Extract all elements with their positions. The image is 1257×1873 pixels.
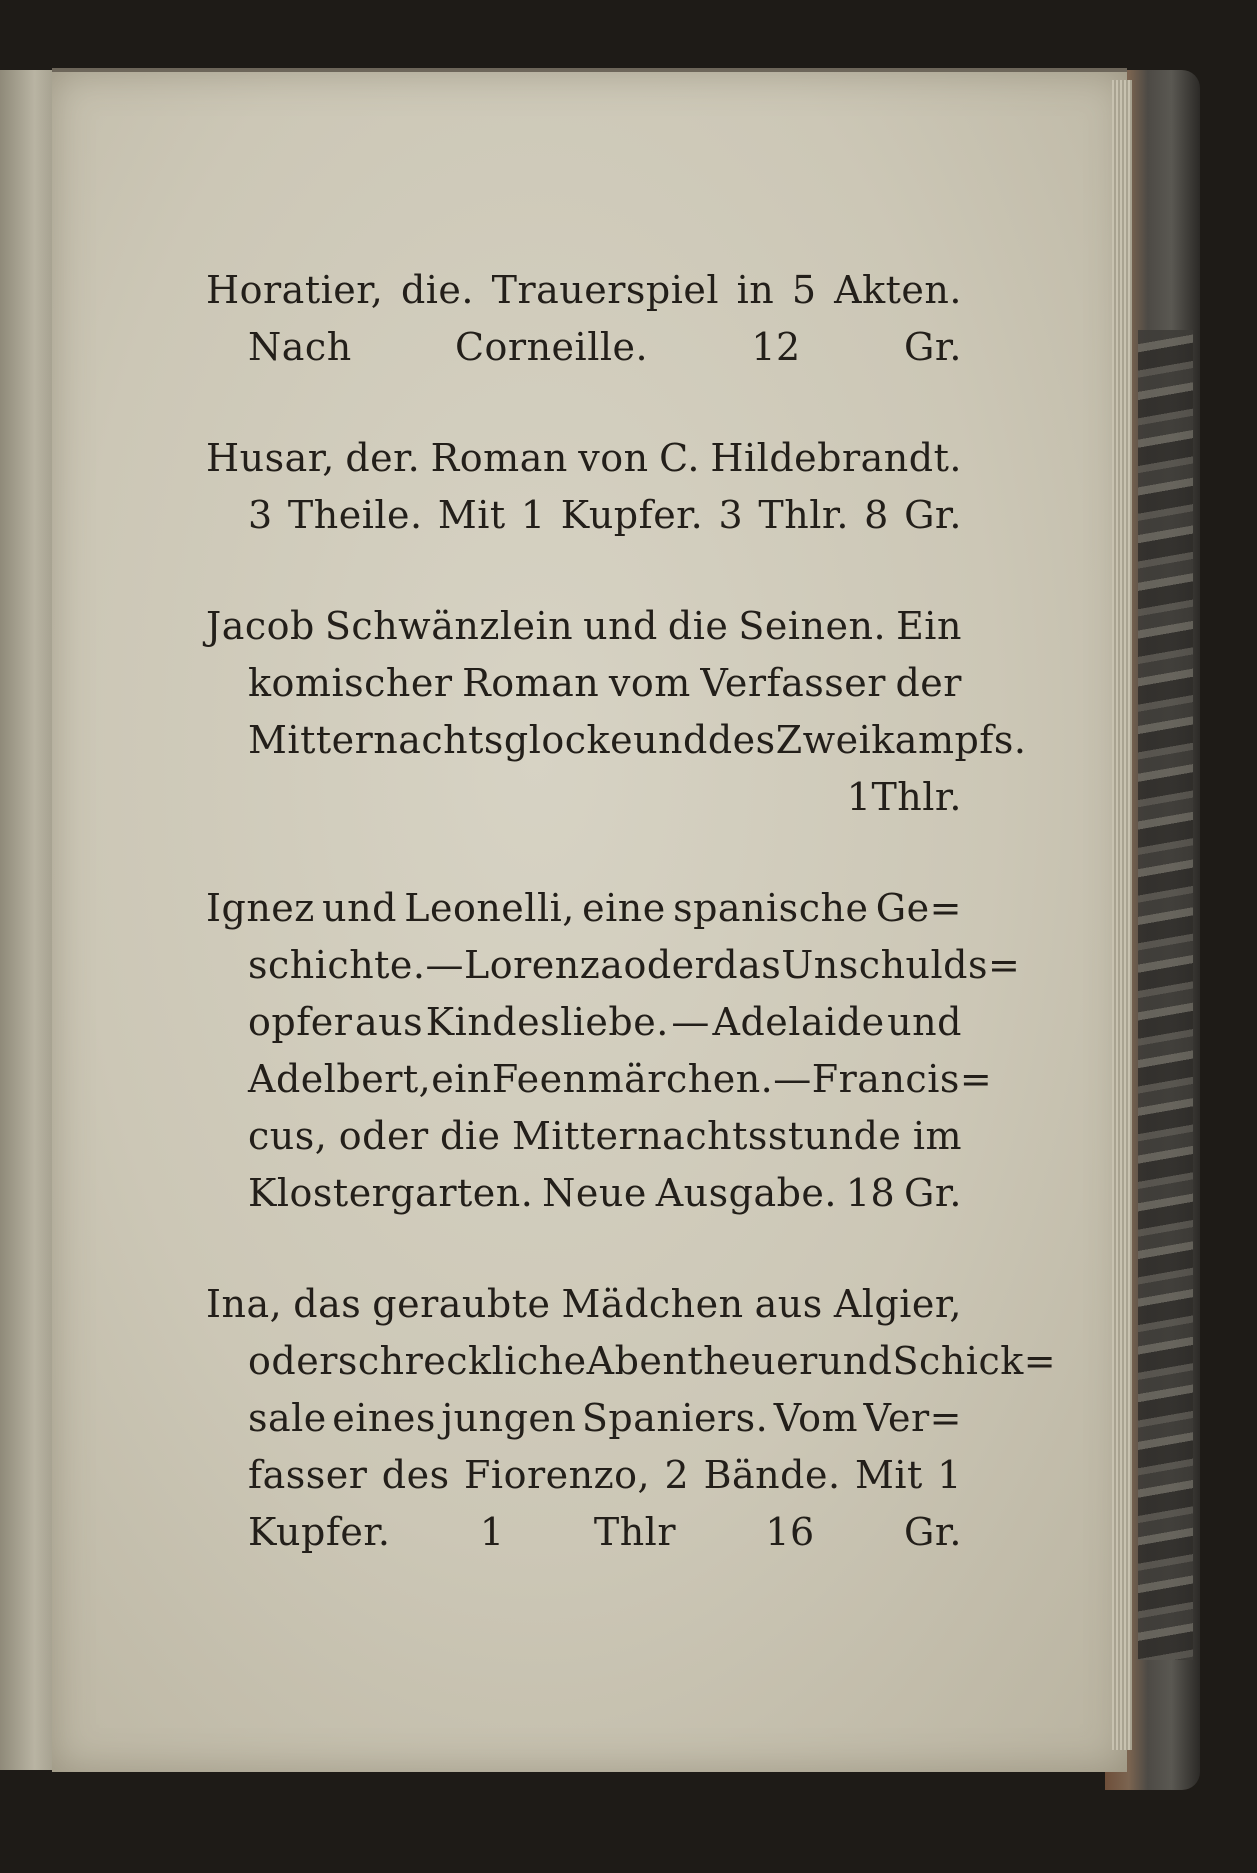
entry-word: Bände.	[703, 1453, 841, 1497]
entry-word: oder	[623, 943, 714, 987]
entry-word: 1	[846, 775, 872, 819]
entry-word: fasser	[248, 1453, 368, 1497]
entry-word: Roman	[462, 661, 600, 705]
entry-word: Akten.	[834, 268, 962, 312]
entry-word: in	[736, 268, 775, 312]
catalog-entry	[206, 262, 962, 376]
entry-word: die	[440, 1114, 501, 1158]
entry-word: Leonelli,	[404, 886, 575, 930]
entry-word: Kindesliebe.	[425, 1000, 669, 1044]
catalog-entry	[206, 430, 962, 544]
entry-word: aus	[355, 1000, 424, 1044]
entry-line	[206, 880, 962, 937]
page-stack-edge	[1112, 80, 1132, 1750]
entry-word: Theile.	[287, 493, 423, 537]
entry-line	[206, 487, 962, 544]
entry-line	[206, 1051, 993, 1108]
entry-line	[206, 262, 962, 319]
entry-word: Gr.	[904, 493, 962, 537]
entry-word: Verfasser	[700, 661, 886, 705]
entry-word: schreckliche	[337, 1339, 587, 1383]
entry-word: jungen	[441, 1396, 577, 1440]
entry-word: Jacob	[206, 604, 315, 648]
entry-word: —	[671, 1000, 710, 1044]
entry-word: Adelbert,	[248, 1057, 432, 1101]
entry-word: eines	[332, 1396, 436, 1440]
entry-word: und	[322, 886, 397, 930]
entry-word: eine	[582, 886, 666, 930]
entry-word: und	[817, 1339, 893, 1383]
catalog-entry	[206, 1276, 1057, 1561]
catalog-entry	[206, 598, 1027, 826]
entry-line	[206, 430, 962, 487]
entry-word: opfer	[248, 1000, 353, 1044]
entry-word: Ausgabe.	[655, 1171, 837, 1215]
entry-word: Hildebrandt.	[710, 436, 962, 480]
entry-word: Vom	[773, 1396, 859, 1440]
entry-word: 5	[791, 268, 817, 312]
entry-word: aus	[754, 1282, 823, 1326]
entry-word: 8	[864, 493, 889, 537]
entry-word: spanische	[673, 886, 869, 930]
entry-word: 2	[664, 1453, 690, 1497]
entry-word: Mitternachtsstunde	[511, 1114, 902, 1158]
entry-word: Zweikampfs.	[775, 718, 1027, 762]
entry-word: Ver=	[863, 1396, 962, 1440]
entry-word: Husar,	[206, 436, 335, 480]
entry-word: Horatier,	[206, 268, 384, 312]
entry-word: Thlr.	[871, 775, 962, 819]
entry-word: Schick=	[892, 1339, 1057, 1383]
entry-word: von	[578, 436, 649, 480]
entry-word: Gr.	[904, 1510, 962, 1554]
entry-line	[206, 1333, 1057, 1390]
entry-word: 1	[937, 1453, 962, 1497]
entry-word: Ge=	[875, 886, 962, 930]
entry-word: Mit	[854, 1453, 923, 1497]
entry-word: Trauerspiel	[491, 268, 720, 312]
entry-word: sale	[248, 1396, 327, 1440]
entry-word: Spaniers.	[581, 1396, 769, 1440]
entry-word: Roman	[430, 436, 568, 480]
entry-word: C.	[659, 436, 700, 480]
entry-word: 1	[520, 493, 546, 537]
entry-word: 1	[479, 1510, 505, 1554]
entry-word: der	[895, 661, 962, 705]
entry-word: ein	[431, 1057, 492, 1101]
entry-word: im	[912, 1114, 962, 1158]
entry-word: 3	[718, 493, 744, 537]
entry-word: des	[707, 718, 776, 762]
entry-line	[206, 1390, 962, 1447]
entry-word: 3	[248, 493, 273, 537]
catalog-entry	[206, 880, 1021, 1222]
entry-word: 16	[765, 1510, 815, 1554]
entry-word: Kupfer.	[248, 1510, 391, 1554]
entry-word: und	[583, 604, 658, 648]
entry-word: Mit	[437, 493, 506, 537]
entry-word: Unschulds=	[781, 943, 1021, 987]
entry-word: Thlr.	[758, 493, 849, 537]
entry-word: 18	[845, 1171, 896, 1215]
entry-word: Abentheuer	[586, 1339, 818, 1383]
entry-line	[206, 1447, 962, 1504]
entry-line	[206, 769, 962, 826]
catalog-entries	[206, 262, 1057, 1615]
entry-word: schichte.	[248, 943, 426, 987]
left-page-edge	[0, 70, 58, 1770]
entry-word: die.	[400, 268, 474, 312]
entry-word: Feenmärchen.	[491, 1057, 774, 1101]
entry-word: des	[381, 1453, 450, 1497]
entry-word: Algier,	[833, 1282, 962, 1326]
entry-line	[206, 598, 962, 655]
entry-word: Corneille.	[454, 325, 649, 369]
entry-word: Ein	[896, 604, 962, 648]
entry-word: oder	[338, 1114, 429, 1158]
entry-word: cus,	[248, 1114, 328, 1158]
entry-word: Gr.	[904, 325, 962, 369]
entry-word: das	[293, 1282, 362, 1326]
entry-word: Thlr	[593, 1510, 676, 1554]
entry-word: Ignez	[206, 886, 315, 930]
marbled-cover	[1138, 330, 1193, 1660]
entry-line	[206, 319, 962, 376]
entry-word: Mädchen	[561, 1282, 744, 1326]
entry-word: die	[667, 604, 729, 648]
entry-word: geraubte	[372, 1282, 551, 1326]
entry-word: oder	[248, 1339, 338, 1383]
entry-word: Ina,	[206, 1282, 283, 1326]
entry-line	[206, 937, 1021, 994]
entry-word: komischer	[248, 661, 453, 705]
entry-word: Mitternachtsglocke	[248, 718, 634, 762]
entry-word: —	[425, 943, 465, 987]
entry-word: das	[713, 943, 782, 987]
entry-word: vom	[608, 661, 691, 705]
entry-line	[206, 1504, 962, 1561]
entry-word: und	[887, 1000, 962, 1044]
entry-line	[206, 1165, 962, 1222]
entry-word: Francis=	[811, 1057, 993, 1101]
entry-word: Schwänzlein	[324, 604, 574, 648]
entry-line	[206, 1276, 962, 1333]
entry-word: Kupfer.	[560, 493, 704, 537]
entry-word: der.	[345, 436, 421, 480]
entry-word: Fiorenzo,	[464, 1453, 651, 1497]
entry-word: —	[773, 1057, 812, 1101]
entry-word: Nach	[248, 325, 352, 369]
entry-line	[206, 994, 962, 1051]
entry-word: Gr.	[904, 1171, 962, 1215]
entry-word: Seinen.	[738, 604, 887, 648]
entry-line	[206, 655, 962, 712]
entry-word: Neue	[542, 1171, 647, 1215]
entry-line	[206, 712, 1027, 769]
entry-word: 12	[751, 325, 801, 369]
entry-word: Lorenza	[464, 943, 624, 987]
entry-word: Adelaide	[712, 1000, 885, 1044]
entry-line	[206, 1108, 962, 1165]
entry-word: und	[633, 718, 708, 762]
entry-word: Klostergarten.	[248, 1171, 534, 1215]
